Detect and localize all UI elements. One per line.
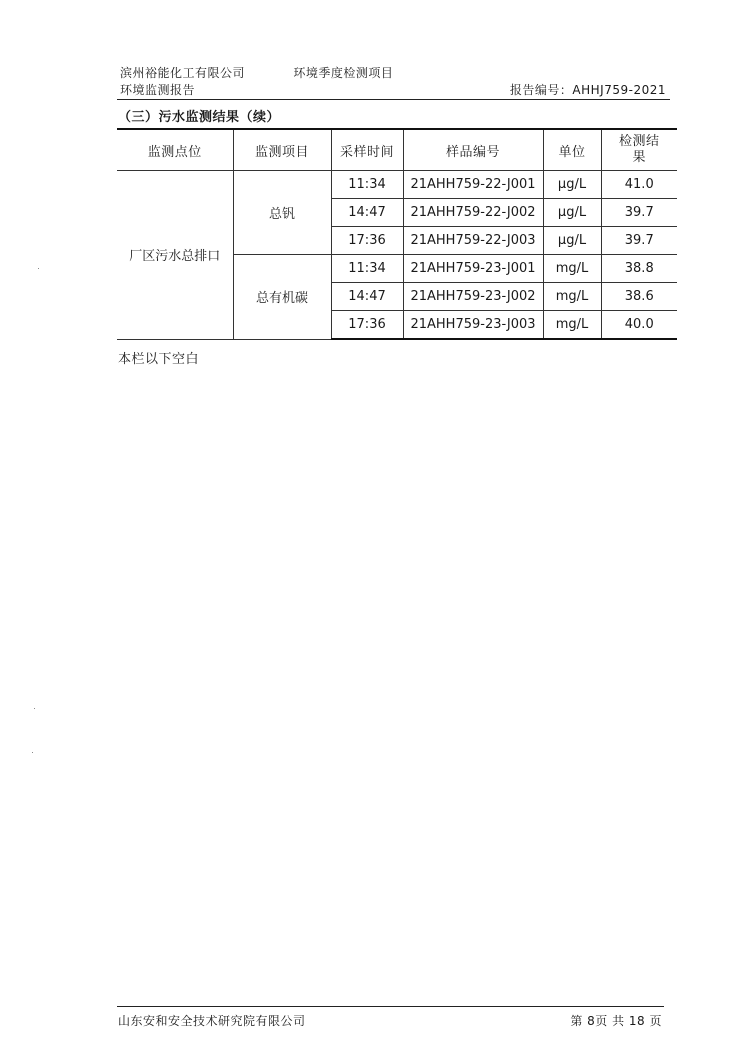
item-cell: 总有机碳 <box>233 255 331 340</box>
column-header: 监测项目 <box>233 129 331 171</box>
time-cell: 17:36 <box>331 311 403 340</box>
column-header: 样品编号 <box>403 129 543 171</box>
section-title: （三）污水监测结果（续） <box>118 110 281 125</box>
scan-speck <box>32 752 33 753</box>
project-name: 环境季度检测项目 <box>293 66 394 80</box>
time-cell: 14:47 <box>331 283 403 311</box>
header-rule <box>117 99 670 100</box>
page-header-line1 <box>120 64 393 81</box>
item-cell: 总钒 <box>233 171 331 255</box>
results-table <box>117 128 677 340</box>
time-cell: 11:34 <box>331 255 403 283</box>
result-cell: 40.0 <box>601 311 677 340</box>
time-cell: 17:36 <box>331 227 403 255</box>
result-cell: 41.0 <box>601 171 677 199</box>
scan-speck <box>38 268 39 269</box>
result-cell: 39.7 <box>601 199 677 227</box>
page-number: 第 8页 共 18 页 <box>570 1014 662 1028</box>
unit-cell: μg/L <box>543 227 601 255</box>
footer-rule <box>117 1006 664 1007</box>
column-header: 监测点位 <box>117 129 233 171</box>
sample-cell: 21AHH759-23-J002 <box>403 283 543 311</box>
table-header-row <box>117 129 677 171</box>
time-cell: 14:47 <box>331 199 403 227</box>
table-row <box>117 171 677 199</box>
sample-cell: 21AHH759-22-J001 <box>403 171 543 199</box>
result-cell: 38.8 <box>601 255 677 283</box>
unit-cell: mg/L <box>543 255 601 283</box>
scan-speck <box>34 708 35 709</box>
unit-cell: mg/L <box>543 311 601 340</box>
report-type: 环境监测报告 <box>120 83 196 97</box>
blank-below-note: 本栏以下空白 <box>118 352 200 367</box>
unit-cell: mg/L <box>543 283 601 311</box>
company-name: 滨州裕能化工有限公司 <box>120 66 246 80</box>
report-number: 报告编号：AHHJ759-2021 <box>509 83 666 97</box>
sample-cell: 21AHH759-22-J002 <box>403 199 543 227</box>
result-cell: 39.7 <box>601 227 677 255</box>
time-cell: 11:34 <box>331 171 403 199</box>
unit-cell: μg/L <box>543 171 601 199</box>
sample-cell: 21AHH759-23-J001 <box>403 255 543 283</box>
column-header: 单位 <box>543 129 601 171</box>
sample-cell: 21AHH759-22-J003 <box>403 227 543 255</box>
column-header: 检测结 果 <box>601 129 677 171</box>
column-header: 采样时间 <box>331 129 403 171</box>
sample-cell: 21AHH759-23-J003 <box>403 311 543 340</box>
unit-cell: μg/L <box>543 199 601 227</box>
page-header-line2 <box>120 81 666 98</box>
institute-name: 山东安和安全技术研究院有限公司 <box>118 1014 306 1028</box>
result-cell: 38.6 <box>601 283 677 311</box>
location-cell: 厂区污水总排口 <box>117 171 233 340</box>
